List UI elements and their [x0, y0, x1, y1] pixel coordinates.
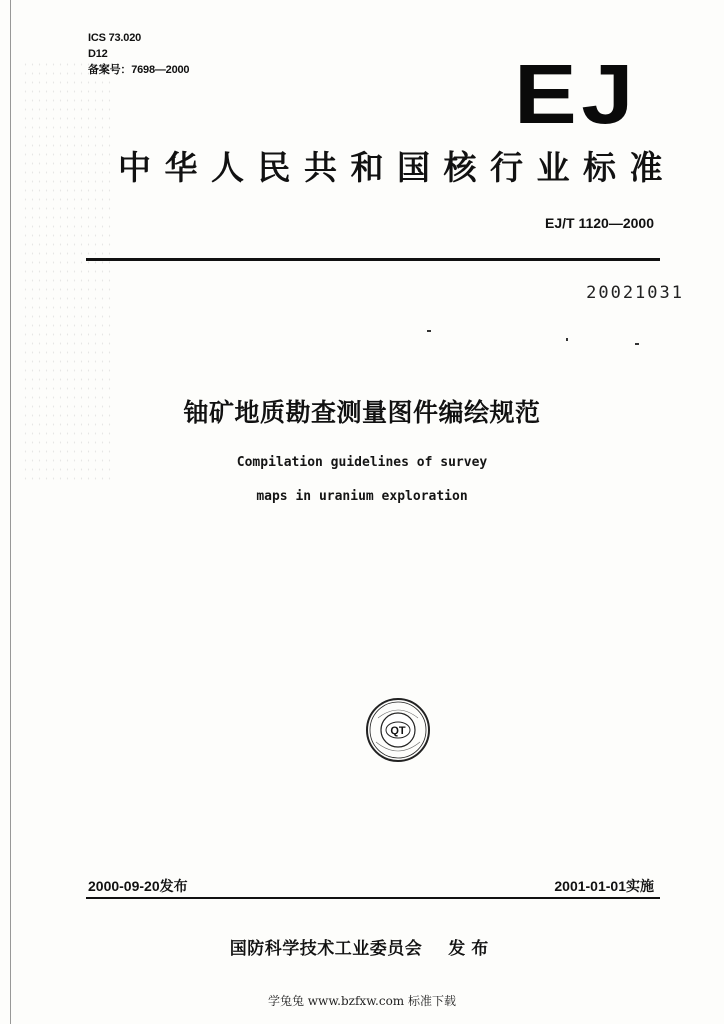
scan-dot [427, 330, 431, 332]
document-title-chinese: 铀矿地质勘查测量图件编绘规范 [183, 398, 541, 427]
serial-stamp: 20021031 [586, 283, 684, 303]
issue-date: 2000-09-20发布 [88, 878, 188, 894]
class-code: D12 [88, 48, 108, 60]
classification-block [88, 30, 189, 78]
standard-number: EJ/T 1120—2000 [545, 215, 654, 231]
standards-documents-seal [364, 696, 432, 764]
issuer-name: 国防科学技术工业委员会 [229, 939, 423, 959]
scan-edge-line [10, 0, 11, 1024]
issuing-authority [0, 934, 724, 959]
seal-center-text: QT [390, 725, 406, 737]
scan-dot [635, 343, 639, 345]
national-standard-title: 中华人民共和国核行业标准 [118, 148, 676, 187]
scan-dot [566, 338, 568, 341]
issuer-action: 发布 [448, 939, 495, 959]
ej-logo: EJ [514, 47, 639, 141]
footer-divider [86, 897, 660, 899]
document-title-english-line2: maps in uranium exploration [256, 489, 468, 504]
dates-row [88, 876, 654, 898]
ics-code: ICS 73.020 [88, 32, 142, 44]
effective-date: 2001-01-01实施 [554, 878, 654, 894]
document-title-english-line1: Compilation guidelines of survey [236, 455, 488, 470]
header-divider [86, 258, 660, 261]
watermark-link[interactable]: 学兔兔 www.bzfxw.com 标准下载 [267, 994, 457, 1008]
filing-number: 备案号：7698—2000 [88, 64, 190, 76]
